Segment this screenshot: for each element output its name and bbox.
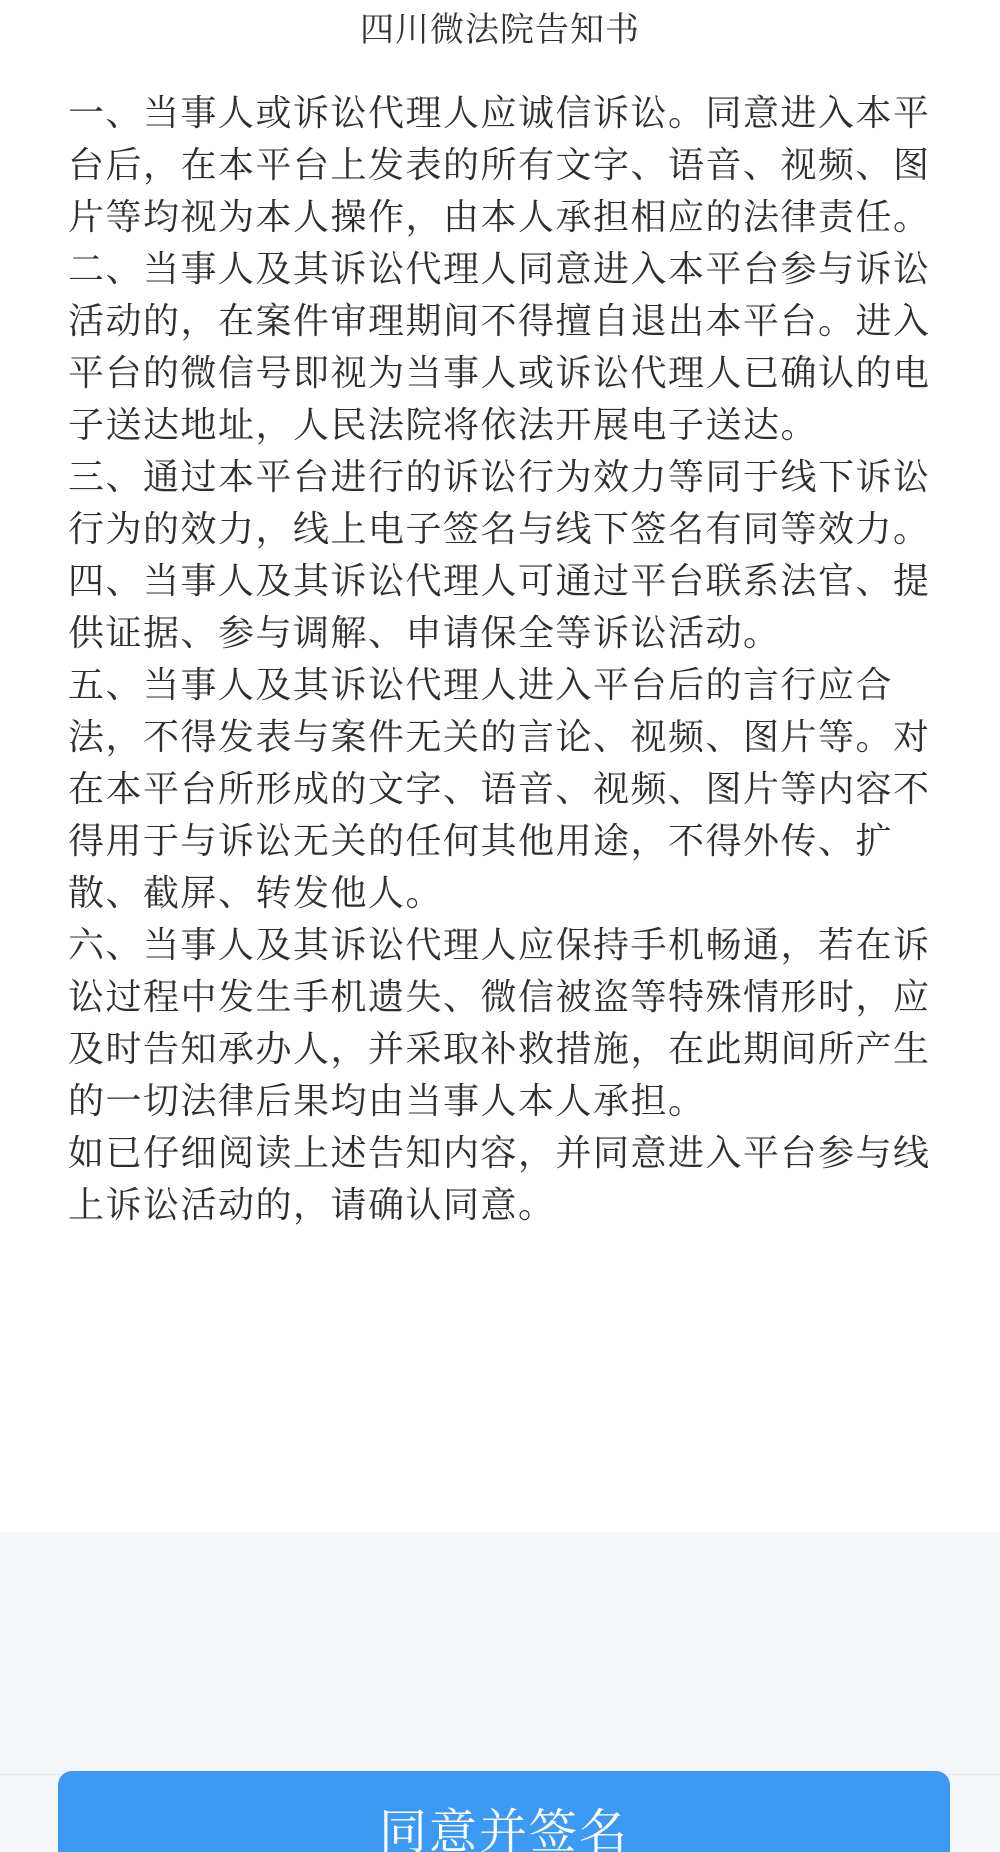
notice-paragraph-5: 五、当事人及其诉讼代理人进入平台后的言行应合法，不得发表与案件无关的言论、视频、图片等。对在本平台所形成的文字、语音、视频、图片等内容不得用于与诉讼无关的任何其他用途，不得外传、扩散、截屏、转发他人。 <box>68 665 931 914</box>
notice-paragraph-6: 六、当事人及其诉讼代理人应保持手机畅通，若在诉讼过程中发生手机遗失、微信被盗等特殊情形时，应及时告知承办人，并采取补救措施，在此期间所产生的一切法律后果均由当事人本人承担。 <box>68 925 931 1122</box>
notice-content <box>68 88 940 1232</box>
notice-paragraph-4: 四、当事人及其诉讼代理人可通过平台联系法官、提供证据、参与调解、申请保全等诉讼活动。 <box>68 561 931 654</box>
notice-paragraph-2: 二、当事人及其诉讼代理人同意进入本平台参与诉讼活动的，在案件审理期间不得擅自退出本平台。进入平台的微信号即视为当事人或诉讼代理人已确认的电子送达地址，人民法院将依法开展电子送达。 <box>68 249 931 446</box>
agree-and-sign-button[interactable]: 同意并签名 <box>58 1771 950 1852</box>
notice-paragraph-1: 一、当事人或诉讼代理人应诚信诉讼。同意进入本平台后，在本平台上发表的所有文字、语音、视频、图片等均视为本人操作，由本人承担相应的法律责任。 <box>68 93 931 238</box>
notice-paragraph-3: 三、通过本平台进行的诉讼行为效力等同于线下诉讼行为的效力，线上电子签名与线下签名有同等效力。 <box>68 457 931 550</box>
page-title: 四川微法院告知书 <box>360 10 640 50</box>
notice-confirm-prompt: 如已仔细阅读上述告知内容，并同意进入平台参与线上诉讼活动的，请确认同意。 <box>68 1133 931 1226</box>
